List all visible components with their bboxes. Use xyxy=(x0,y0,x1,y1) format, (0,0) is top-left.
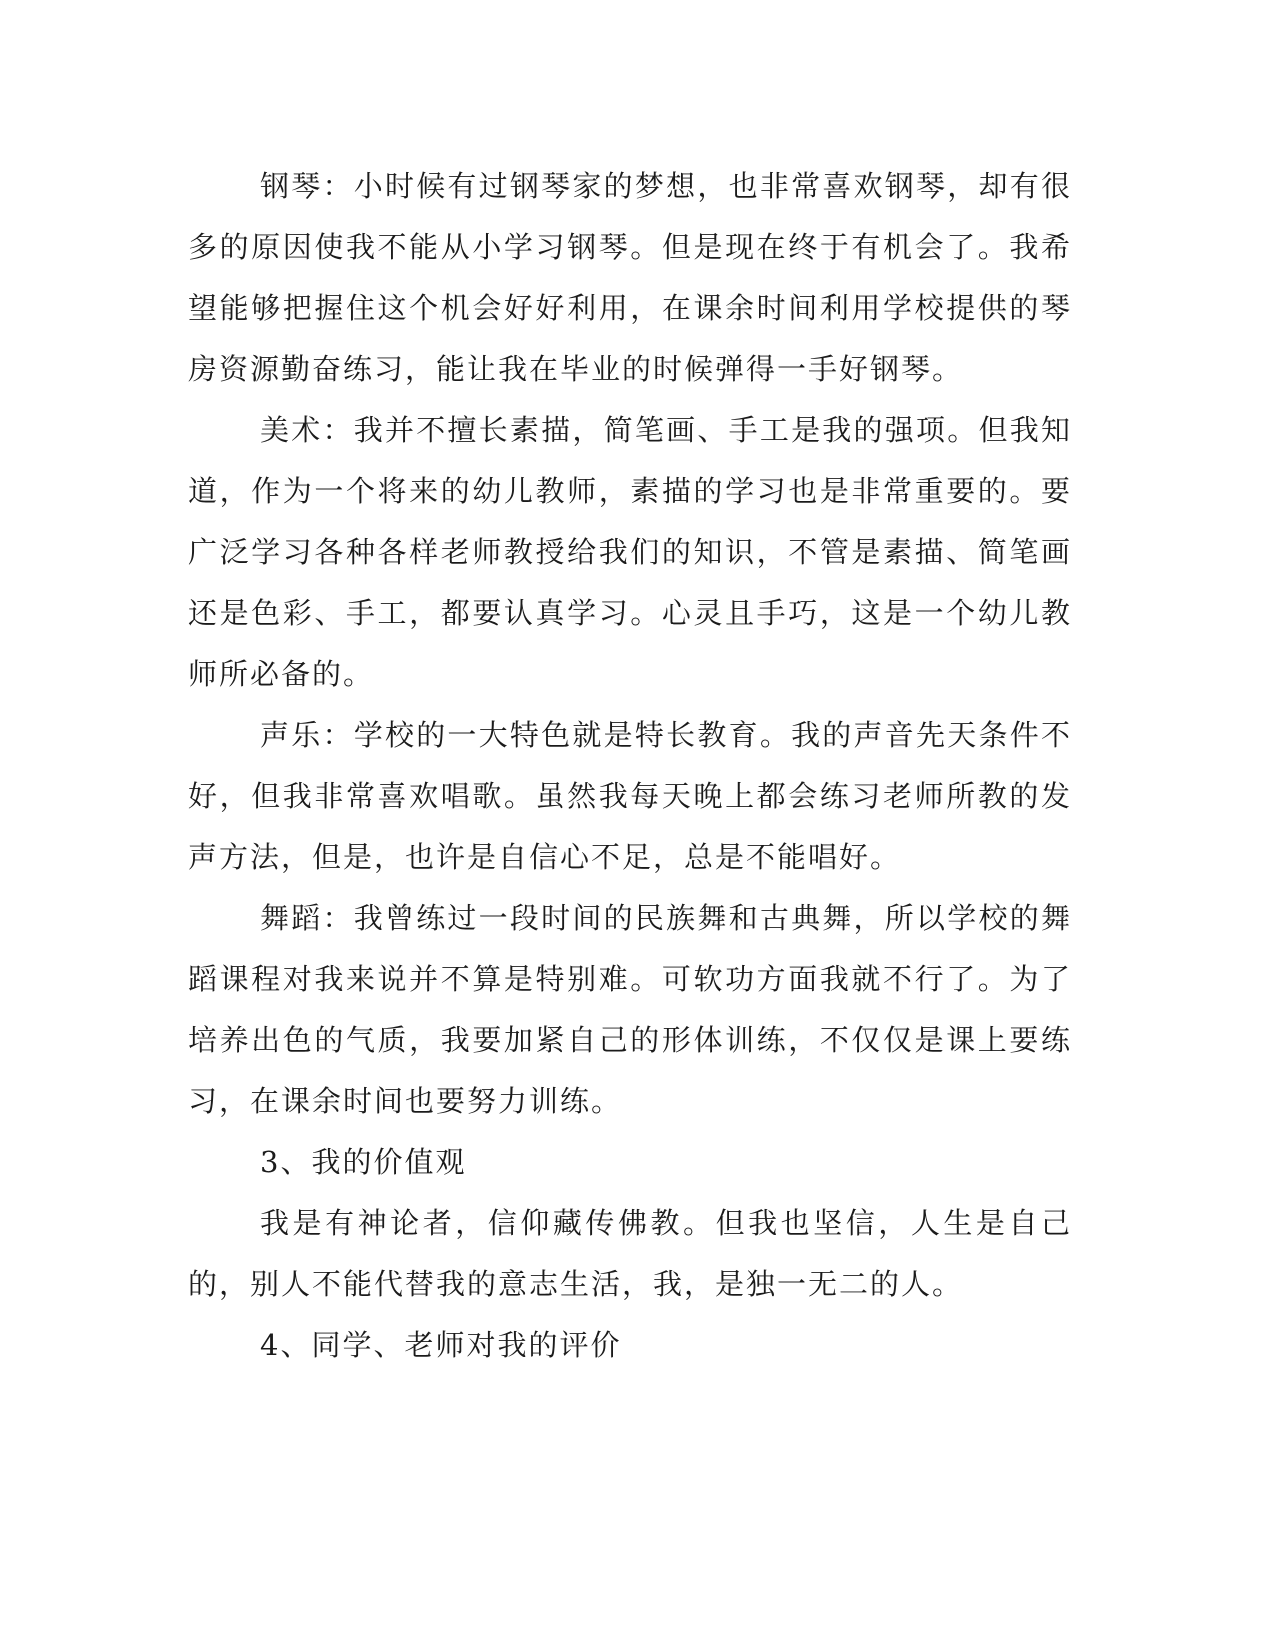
paragraph-art: 美术：我并不擅长素描，简笔画、手工是我的强项。但我知道，作为一个将来的幼儿教师，素描的学习也是非常重要的。要广泛学习各种各样老师教授给我们的知识，不管是素描、简笔画还是色彩、手工，都要认真学习。心灵且手巧，这是一个幼儿教师所必备的。 xyxy=(188,413,1072,691)
paragraph-dance: 舞蹈：我曾练过一段时间的民族舞和古典舞，所以学校的舞蹈课程对我来说并不算是特别难。可软功方面我就不行了。为了培养出色的气质，我要加紧自己的形体训练，不仅仅是课上要练习，在课余时间也要努力训练。 xyxy=(188,901,1072,1118)
section-heading-values: 3、我的价值观 xyxy=(260,1145,467,1179)
paragraph-vocal: 声乐：学校的一大特色就是特长教育。我的声音先天条件不好，但我非常喜欢唱歌。虽然我每天晚上都会练习老师所教的发声方法，但是，也许是自信心不足，总是不能唱好。 xyxy=(188,718,1072,874)
document-body xyxy=(188,156,1072,1376)
paragraph-piano: 钢琴：小时候有过钢琴家的梦想，也非常喜欢钢琴，却有很多的原因使我不能从小学习钢琴。但是现在终于有机会了。我希望能够把握住这个机会好好利用，在课余时间利用学校提供的琴房资源勤奋练习，能让我在毕业的时候弹得一手好钢琴。 xyxy=(188,169,1072,386)
section-heading-evaluation: 4、同学、老师对我的评价 xyxy=(260,1328,622,1362)
paragraph-values: 我是有神论者，信仰藏传佛教。但我也坚信，人生是自己的，别人不能代替我的意志生活，我，是独一无二的人。 xyxy=(188,1206,1072,1301)
